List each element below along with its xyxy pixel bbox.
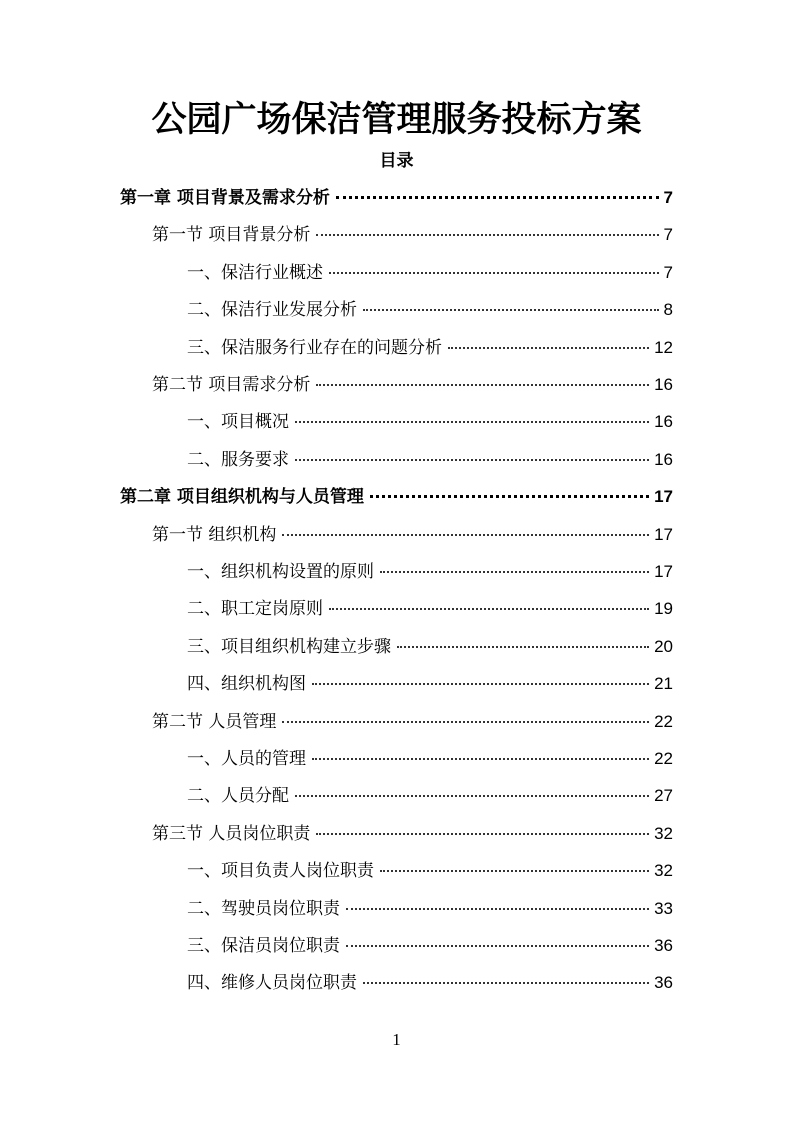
toc-entry-page: 17 [654, 562, 673, 581]
toc-entry-label: 三、保洁服务行业存在的问题分析 [187, 337, 442, 358]
toc-dot-leader [312, 757, 649, 760]
toc-entry-label: 四、维修人员岗位职责 [187, 973, 357, 994]
toc-entry-page: 21 [654, 674, 673, 694]
toc-dot-leader [336, 195, 659, 199]
toc-dot-leader [295, 794, 649, 797]
toc-entry-page: 17 [654, 487, 673, 507]
toc-entry-label: 二、服务要求 [187, 449, 289, 470]
toc-dot-leader [448, 346, 649, 349]
toc-entry-page: 36 [654, 936, 673, 955]
toc-entry[interactable] [152, 366, 673, 403]
toc-entry[interactable] [152, 516, 673, 553]
toc-entry[interactable] [187, 628, 673, 665]
toc-dot-leader [370, 494, 649, 498]
toc-entry-page: 19 [654, 599, 673, 619]
toc-dot-leader [329, 607, 649, 610]
toc-entry-label: 第一节 项目背景分析 [152, 225, 311, 246]
toc-dot-leader [282, 720, 649, 723]
toc-entry-label: 第二节 人员管理 [152, 711, 277, 732]
toc-entry-label: 一、项目概况 [187, 412, 289, 433]
toc-entry[interactable] [187, 441, 673, 478]
toc-entry[interactable] [187, 964, 673, 1001]
toc-dot-leader [363, 308, 659, 311]
toc-dot-leader [346, 907, 649, 910]
toc-entry[interactable] [187, 852, 673, 889]
toc-entry-page: 16 [654, 412, 673, 432]
toc-entry-page: 32 [654, 861, 673, 881]
toc-entry[interactable] [187, 329, 673, 366]
toc-entry-page: 16 [654, 449, 673, 469]
toc-entry[interactable] [187, 403, 673, 440]
page-number: 1 [392, 1030, 401, 1049]
toc-dot-leader [295, 420, 649, 423]
toc-entry[interactable] [187, 553, 673, 590]
toc-dot-leader [316, 383, 649, 386]
toc-dot-leader [346, 944, 649, 947]
toc-entry-page: 32 [654, 823, 673, 843]
toc-heading: 目录 [379, 151, 414, 171]
toc-dot-leader [295, 458, 649, 461]
toc-entry[interactable] [187, 590, 673, 627]
toc-entry-page: 27 [654, 786, 673, 806]
toc-entry[interactable] [152, 216, 673, 253]
toc-entry-page: 16 [654, 375, 673, 394]
toc-entry-page: 17 [654, 524, 673, 544]
toc-entry-page: 12 [654, 337, 673, 357]
toc-entry[interactable] [187, 777, 673, 814]
toc-entry-label: 一、人员的管理 [187, 749, 306, 769]
toc-entry[interactable] [152, 703, 673, 740]
toc-entry-page: 7 [663, 225, 673, 245]
toc-dot-leader [363, 981, 649, 984]
toc-entry-page: 7 [663, 262, 673, 282]
toc-entry-label: 第二章 项目组织机构与人员管理 [120, 487, 364, 508]
toc-dot-leader [316, 832, 649, 835]
toc-entry-label: 第三节 人员岗位职责 [152, 823, 311, 844]
toc-entry[interactable] [120, 179, 673, 216]
document-title: 公园广场保洁管理服务投标方案 [151, 100, 642, 140]
toc-dot-leader [312, 682, 649, 685]
toc-entry[interactable] [187, 291, 673, 328]
toc-entry-page: 8 [663, 300, 673, 320]
toc-entry-label: 二、职工定岗原则 [187, 599, 323, 620]
toc-entry-page: 36 [654, 973, 673, 993]
toc-entry-page: 22 [654, 749, 673, 768]
toc-entry-page: 22 [654, 711, 673, 731]
toc-entry-label: 二、保洁行业发展分析 [187, 300, 357, 321]
toc-entry-label: 一、组织机构设置的原则 [187, 562, 374, 582]
toc-entry-label: 一、项目负责人岗位职责 [187, 861, 374, 882]
toc-entry-label: 第一章 项目背景及需求分析 [120, 188, 330, 208]
toc-entry[interactable] [120, 478, 673, 515]
toc-entry-label: 四、组织机构图 [187, 674, 306, 695]
toc-dot-leader [380, 570, 649, 573]
toc-dot-leader [329, 271, 659, 274]
toc-entry-label: 二、人员分配 [187, 786, 289, 807]
toc-entry-label: 一、保洁行业概述 [187, 262, 323, 283]
toc-entry-page: 20 [654, 636, 673, 656]
toc-entry-label: 二、驾驶员岗位职责 [187, 898, 340, 919]
toc-entry[interactable] [152, 815, 673, 852]
toc-entry-label: 三、项目组织机构建立步骤 [187, 636, 391, 657]
toc-entry[interactable] [187, 890, 673, 927]
toc-entry-page: 33 [654, 898, 673, 918]
toc-entry[interactable] [187, 740, 673, 777]
toc-entry[interactable] [187, 927, 673, 964]
toc-entry-label: 第二节 项目需求分析 [152, 375, 311, 395]
toc-entry-label: 第一节 组织机构 [152, 524, 277, 545]
toc-dot-leader [397, 645, 649, 648]
toc-entry-label: 三、保洁员岗位职责 [187, 936, 340, 956]
toc-dot-leader [380, 869, 649, 872]
toc-entry[interactable] [187, 254, 673, 291]
toc-dot-leader [316, 233, 658, 236]
toc-entry-page: 7 [663, 188, 673, 207]
toc-dot-leader [282, 533, 649, 536]
toc-entry[interactable] [187, 665, 673, 702]
